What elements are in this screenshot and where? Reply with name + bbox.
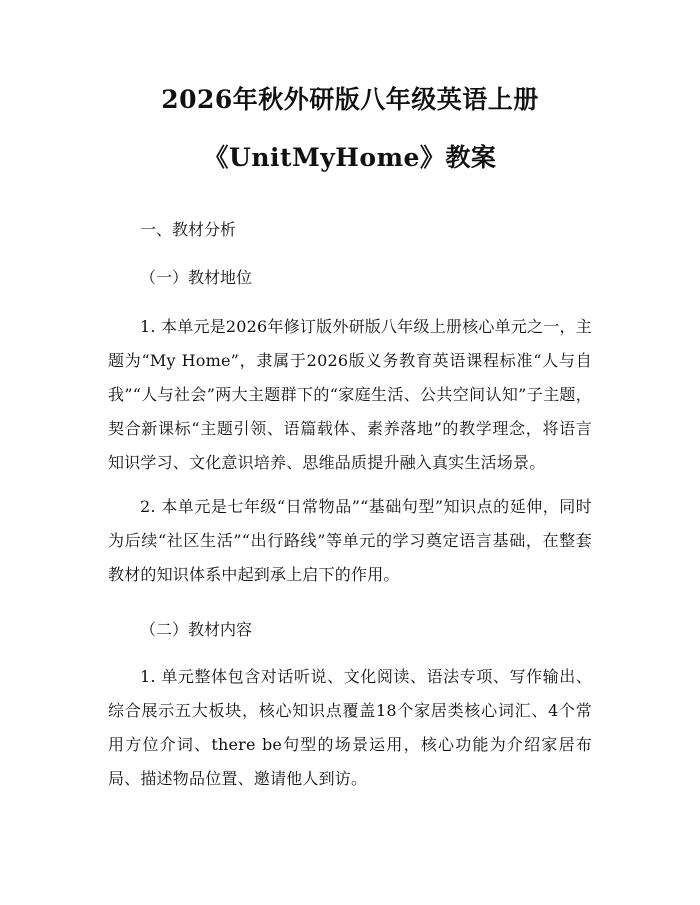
paragraph-position-2: 2. 本单元是七年级“日常物品”“基础句型”知识点的延伸，同时为后续“社区生活”“出行路线”等单元的学习奠定语言基础，在整套教材的知识体系中起到承上启下的作用。 — [108, 497, 592, 584]
subsection-heading-textbook-content: （二）教材内容 — [140, 620, 253, 639]
subsection-heading-textbook-position: （一）教材地位 — [140, 268, 253, 287]
document-title-line1: 2026年秋外研版八年级英语上册 — [161, 85, 539, 114]
paragraph-content-1: 1. 单元整体包含对话听说、文化阅读、语法专项、写作输出、综合展示五大板块，核心知识点覆盖18个家居类核心词汇、4个常用方位介词、there be句型的场景运用，核心功能为介绍家居布局、描述物品位置、邀请他人到访。 — [108, 667, 592, 788]
paragraph-position-1: 1. 本单元是2026年修订版外研版八年级上册核心单元之一，主题为“My Home”，隶属于2026版义务教育英语课程标准“人与自我”“人与社会”两大主题群下的“家庭生活、公共空间认知”子主题，契合新课标“主题引领、语篇载体、素养落地”的教学理念，将语言知识学习、文化意识培养、思维品质提升融入真实生活场景。 — [108, 317, 592, 472]
section-heading-textbook-analysis: 一、教材分析 — [140, 220, 237, 239]
document-title-line2: 《UnitMyHome》教案 — [203, 143, 497, 172]
